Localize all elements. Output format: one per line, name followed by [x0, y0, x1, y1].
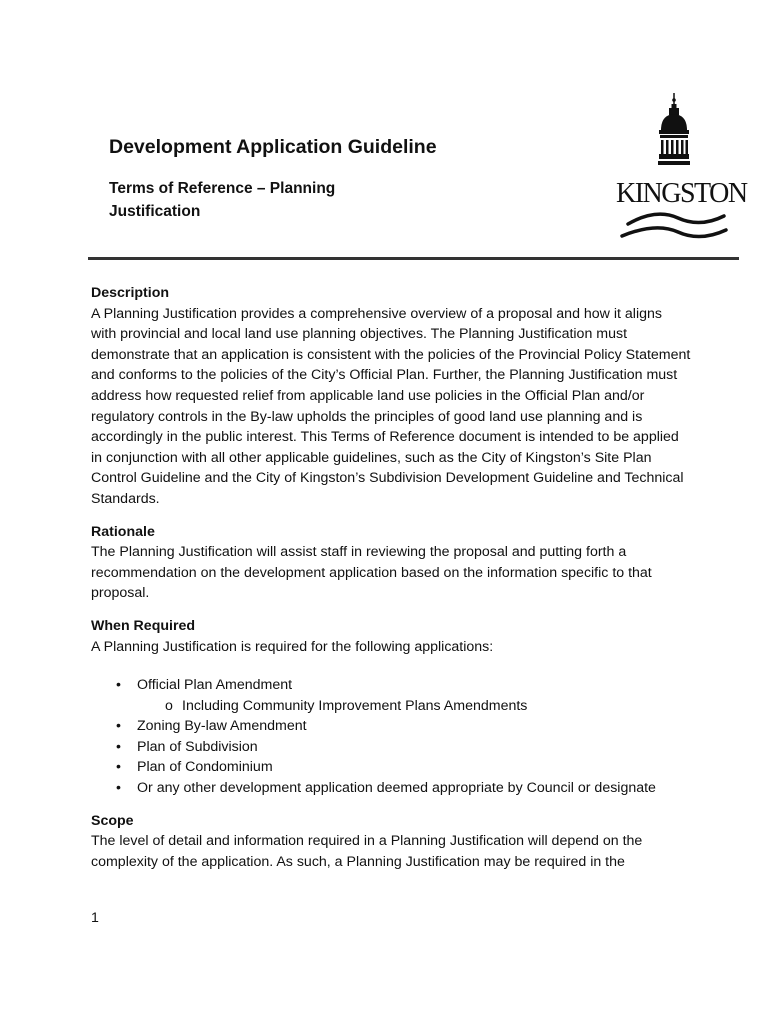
- logo-wordmark: KINGSTON: [616, 178, 747, 209]
- header-divider: [88, 257, 739, 260]
- page-title: Development Application Guideline: [109, 136, 437, 158]
- list-item: • Plan of Condominium: [91, 757, 691, 778]
- list-item: • Or any other development application deemed appropriate by Council or designate: [91, 778, 691, 799]
- page-number: 1: [91, 910, 99, 926]
- application-list: [91, 675, 691, 799]
- list-item: • Plan of Subdivision: [91, 737, 691, 758]
- scope-text: The level of detail and information required in a Planning Justification will depend on the complexity of the application. As such, a Planning Justification may be required in the: [91, 833, 643, 870]
- when-required-heading: When Required: [91, 617, 196, 634]
- city-hall-dome-icon: [616, 90, 747, 248]
- description-heading: Description: [91, 285, 170, 301]
- page-subtitle: Terms of Reference – Planning Justification: [109, 180, 336, 220]
- when-required-text: A Planning Justification is required for the following applications:: [91, 638, 494, 655]
- rationale-text: The Planning Justification will assist staff in reviewing the proposal and putting forth a recommendation on the development application based on the information specific to that proposal.: [91, 544, 652, 602]
- description-section: [91, 283, 691, 510]
- kingston-logo: [616, 90, 747, 248]
- list-subitem: o Including Community Improvement Plans Amendments: [91, 696, 691, 717]
- rationale-heading: Rationale: [91, 523, 155, 540]
- when-required-section: [91, 616, 691, 799]
- description-text: A Planning Justification provides a comprehensive overview of a proposal and how it aligns with provincial and local land use planning objectives. The Planning Justification must demonstrate that an application is consistent with the policies of the Provincial Policy Statement and conforms to the policies of the City’s Official Plan. Further, the Planning Justification must address how requested relief from applicable land use policies in the Official Plan and/or regulatory controls in the By-law upholds the principles of good land use planning and is accordingly in the public interest. This Terms of Reference document is intended to be applied in conjunction with all other applicable guidelines, such as the City of Kingston’s Site Plan Control Guideline and the City of Kingston’s Subdivision Development Guideline and Technical Standards.: [91, 305, 691, 507]
- scope-heading: Scope: [91, 812, 134, 829]
- document-body: [91, 283, 691, 884]
- scope-section: [91, 811, 691, 873]
- rationale-section: [91, 522, 691, 604]
- list-item: • Official Plan Amendment: [91, 675, 691, 696]
- list-item: • Zoning By-law Amendment: [91, 716, 691, 737]
